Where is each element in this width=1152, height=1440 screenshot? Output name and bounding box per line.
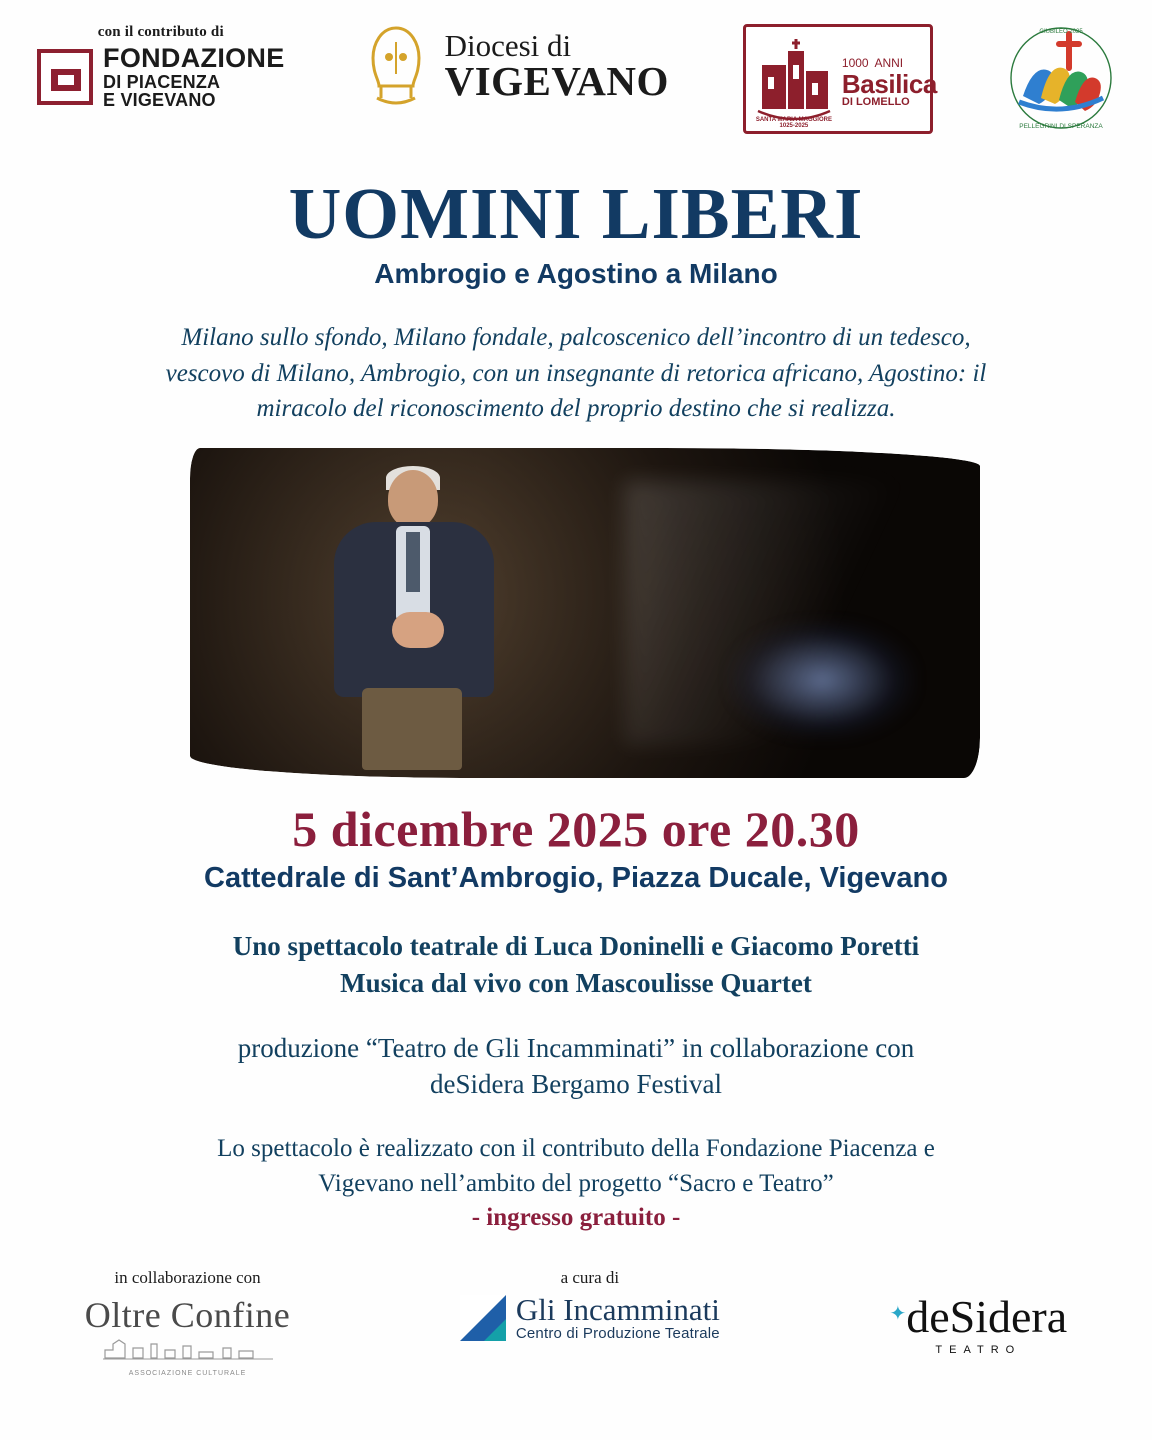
diocesi-line2: VIGEVANO [444,58,669,105]
fondazione-line2: DI PIACENZA [103,71,221,92]
collaboration-label: in collaborazione con [114,1268,261,1287]
skyline-icon [103,1338,273,1360]
contribution-label: con il contributo di [97,24,224,40]
footer-logos [0,1268,1152,1418]
curated-label: a cura di [560,1268,620,1287]
desidera-wordmark: deSidera [906,1291,1068,1342]
fondazione-line3: E VIGEVANO [103,89,216,110]
sponsor-giubileo [1007,24,1115,132]
basilica-seal-bottom: 1025-2025 [779,123,809,129]
jubilee-pilgrims-icon [1007,24,1115,132]
support-line-1: Lo spettacolo è realizzato con il contributo della Fondazione Piacenza e [217,1135,935,1162]
oltreconfine-name: Oltre Confine [84,1295,291,1335]
support-line-2: Vigevano nell’ambito del progetto “Sacro e Teatro” [318,1169,834,1197]
svg-text:PELLEGRINI DI SPERANZA: PELLEGRINI DI SPERANZA [1019,123,1103,130]
production-line-1: produzione “Teatro de Gli Incamminati” in collaborazione con [237,1033,915,1063]
fondazione-line1: FONDAZIONE [103,43,285,73]
stage-actor-photo [190,448,980,778]
event-venue: Cattedrale di Sant’Ambrogio, Piazza Ducale, Vigevano [204,862,948,894]
support-info [146,1132,1006,1236]
footer-collaboration [85,1268,290,1377]
oltreconfine-subtitle: ASSOCIAZIONE CULTURALE [128,1370,247,1377]
mitre-icon [359,24,433,108]
production-info [146,1030,1006,1103]
footer-curated-by [460,1268,720,1342]
credits-line-1: Uno spettacolo teatrale di Luca Doninelli e Giacomo Poretti [232,931,920,961]
desidera-star-icon: ✦ [889,1303,907,1325]
stage-light-glow [727,620,917,740]
sponsor-fondazione [37,24,285,109]
basilica-years-suffix: ANNI [874,56,904,70]
basilica-seal-top: SANTA MARIA MAGGIORE [755,117,832,123]
free-entry-note: - ingresso gratuito - [471,1204,681,1231]
event-date: 5 dicembre 2025 ore 20.30 [292,801,860,857]
actor-figure [310,470,520,770]
basilica-place: DI LOMELLO [841,96,910,108]
basilica-name: Basilica [841,69,937,99]
basilica-building-icon [752,31,836,127]
footer-desidera [889,1268,1067,1356]
synopsis-text: Milano sullo sfondo, Milano fondale, palcoscenico dell’incontro di un tedesco, vescovo di Milano, Ambrogio, con un insegnante di retorica africano, Agostino: il miracolo del riconoscimento del proprio destino che si realizza. [165,324,987,422]
page-subtitle: Ambrogio e Agostino a Milano [374,258,778,289]
diocesi-line1: Diocesi di [444,27,572,63]
production-line-2: deSidera Bergamo Festival [430,1069,722,1100]
incamminati-subtitle: Centro di Produzione Teatrale [515,1325,720,1342]
fondazione-square-mark-icon [37,49,93,105]
incamminati-logo-icon [460,1295,506,1341]
incamminati-name: Gli Incamminati [515,1292,720,1327]
desidera-name [889,1291,1068,1342]
sponsor-bar [0,24,1152,144]
desidera-subtitle: TEATRO [935,1344,1022,1356]
event-credits [0,928,1152,1003]
svg-text:GIUBILEO 2025: GIUBILEO 2025 [1039,29,1083,35]
basilica-years: 1000 [841,56,869,70]
credits-line-2: Musica dal vivo con Mascoulisse Quartet [340,968,812,999]
sponsor-basilica [743,24,937,134]
page-title: UOMINI LIBERI [288,173,864,254]
sponsor-diocesi [359,24,669,108]
